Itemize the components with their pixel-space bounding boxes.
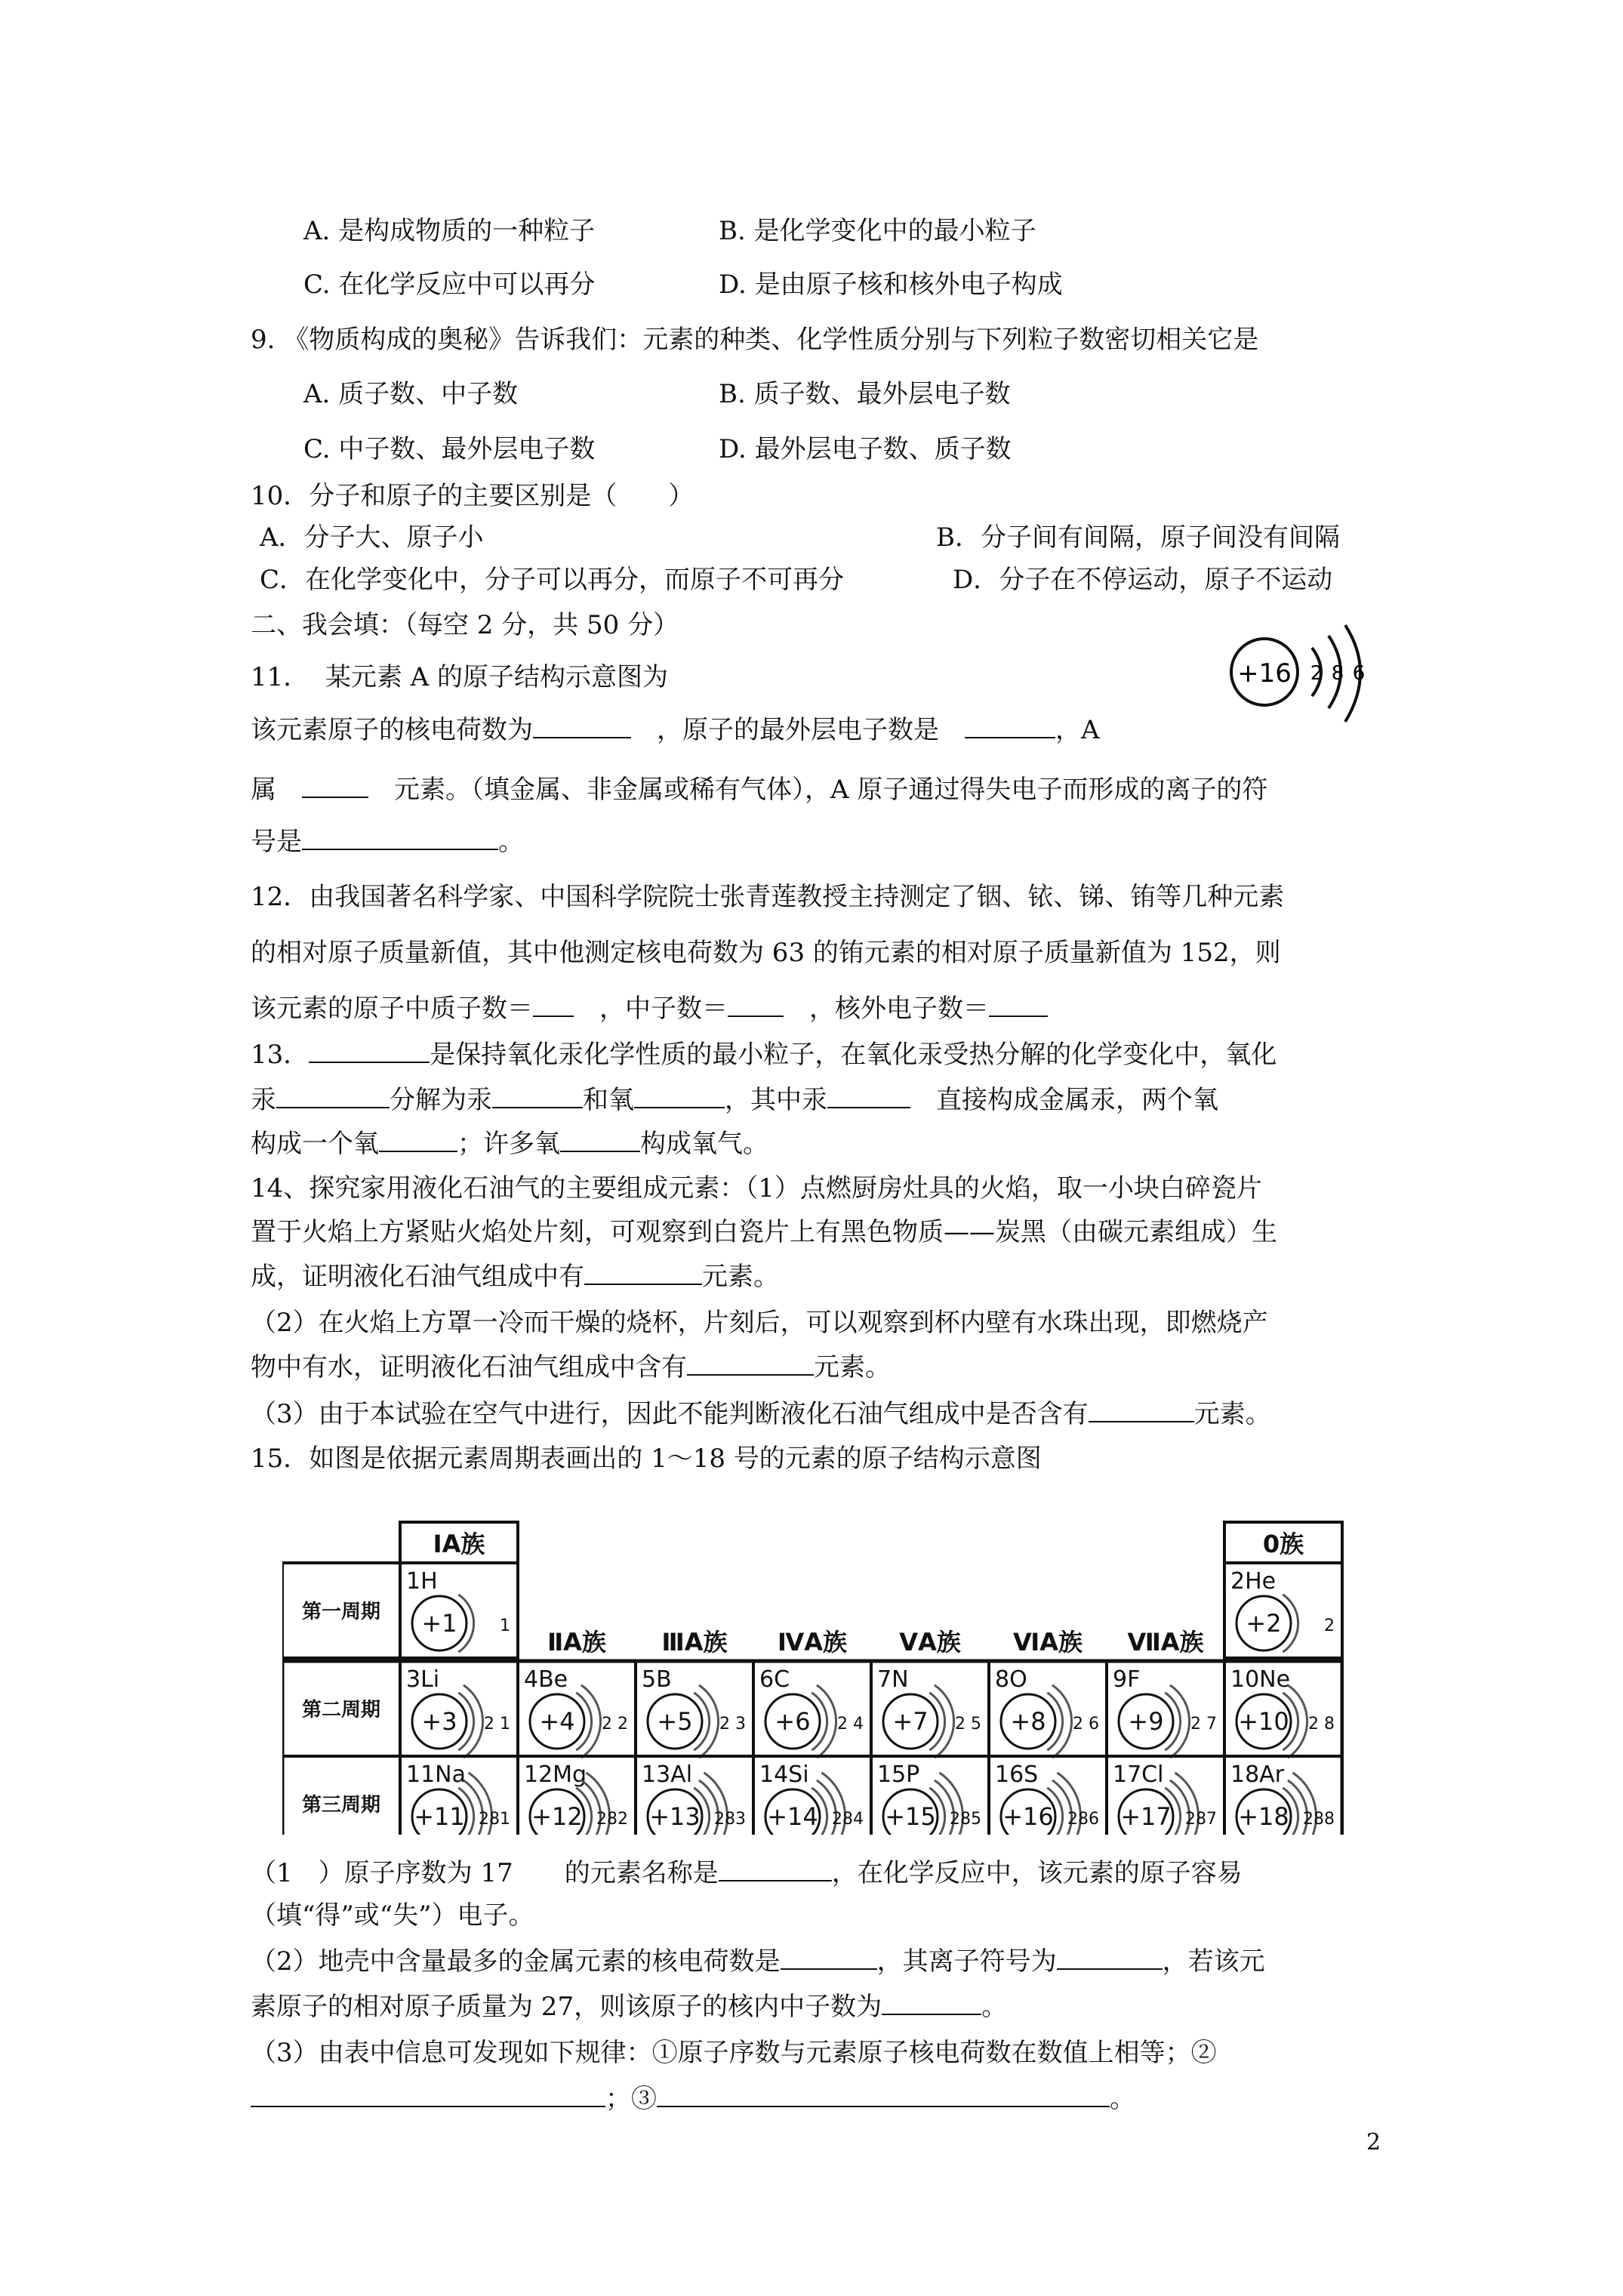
q11-text: ，A (1055, 715, 1100, 745)
electron-shells: 283 (714, 1810, 746, 1829)
q15-part2-line1 (251, 1944, 1265, 1978)
q14-line6 (251, 1397, 1271, 1431)
q14-text: 元素。 (1193, 1399, 1271, 1429)
q14-line5 (251, 1350, 891, 1384)
q13-text: 直接构成金属汞，两个氧 (936, 1085, 1218, 1115)
electron-shells: 282 (596, 1810, 628, 1829)
element-symbol: 5B (642, 1666, 672, 1693)
q13-text: ，其中汞 (725, 1085, 827, 1115)
q11-shell-2: 8 (1331, 662, 1344, 685)
q15-text: （2）地壳中含量最多的金属元素的核电荷数是 (251, 1946, 781, 1977)
nucleus-charge: +8 (1010, 1707, 1046, 1736)
q10-option-a: A．分子大、原子小 (260, 522, 484, 553)
q8-option-d: D. 是由原子核和核外电子构成 (719, 270, 1063, 300)
q9-option-d: D. 最外层电子数、质子数 (719, 434, 1012, 464)
electron-shells: 285 (950, 1810, 981, 1829)
electron-shells: 284 (832, 1810, 864, 1829)
q11-blank-type[interactable] (302, 772, 368, 798)
nucleus-charge: +2 (1246, 1609, 1282, 1638)
q11-shell-3: 6 (1352, 662, 1366, 685)
q15-part2-line2 (251, 1989, 1007, 2023)
nucleus-charge: +5 (657, 1707, 693, 1736)
electron-shells: 288 (1303, 1810, 1335, 1829)
q12-text: ，中子数＝ (599, 994, 728, 1024)
q15-text: 素原子的相对原子质量为 27，则该原子的核内中子数为 (251, 1992, 882, 2022)
electron-shells: 2 8 (1308, 1715, 1335, 1734)
element-symbol: 8O (995, 1666, 1027, 1693)
q14-text: （3）由于本试验在空气中进行，因此不能判断液化石油气组成中是否含有 (251, 1399, 1089, 1429)
q15-text: 。 (1110, 2084, 1135, 2114)
element-symbol: 4Be (524, 1666, 568, 1693)
nucleus-charge: +18 (1238, 1802, 1289, 1831)
q13-text: 汞 (251, 1085, 276, 1115)
q14-line3 (251, 1259, 779, 1293)
q15-text: ；③ (605, 2084, 657, 2114)
q12-line1: 12．由我国著名科学家、中国科学院院士张青莲教授主持测定了铟、铱、锑、铕等几种元素 (251, 882, 1285, 912)
q14-line1: 14、探究家用液化石油气的主要组成元素：（1）点燃厨房灶具的火焰，取一小块白碎瓷片 (251, 1173, 1262, 1203)
group-label: ⅡA族 (547, 1628, 606, 1657)
periodic-table-svg (282, 1502, 1344, 1835)
periodic-table (282, 1502, 1344, 1835)
q15-part3-line1: （3）由表中信息可发现如下规律：①原子序数与元素原子核电荷数在数值上相等；② (251, 2038, 1217, 2068)
element-symbol: 17Cl (1113, 1761, 1164, 1788)
q15-blank-5[interactable] (251, 2082, 605, 2107)
element-symbol: 10Ne (1230, 1666, 1291, 1693)
q11-text: ，原子的最外层电子数是 (657, 715, 939, 745)
element-symbol: 12Mg (524, 1761, 587, 1788)
q11-line3 (251, 772, 1267, 806)
q14-text: 物中有水，证明液化石油气组成中含有 (251, 1352, 687, 1382)
q15-part1-line1 (251, 1856, 1243, 1890)
electron-shells: 2 1 (484, 1715, 510, 1734)
electron-shells: 2 4 (837, 1715, 864, 1734)
q12-blank-protons[interactable] (533, 991, 574, 1017)
q14-text: 成，证明液化石油气组成中有 (251, 1262, 584, 1292)
nucleus-charge: +6 (775, 1707, 811, 1736)
period-label: 第一周期 (301, 1601, 381, 1623)
q15-text: 。 (981, 1992, 1008, 2022)
electron-shells: 2 2 (602, 1715, 628, 1734)
q11-text: 该元素原子的核电荷数为 (251, 715, 533, 745)
q15-text: ，在化学反应中，该元素的原子容易 (831, 1858, 1243, 1888)
q11-line2 (251, 713, 1100, 747)
q15-stem: 15．如图是依据元素周期表画出的 1～18 号的元素的原子结构示意图 (251, 1444, 1042, 1474)
q11-blank-outer[interactable] (965, 713, 1055, 738)
element-symbol: 2He (1230, 1568, 1277, 1595)
q14-line2: 置于火焰上方紧贴火焰处片刻，可观察到白瓷片上有黑色物质——炭黑（由碳元素组成）生 (251, 1217, 1277, 1247)
q13-blank-3[interactable] (492, 1083, 583, 1108)
q9-stem: 9. 《物质构成的奥秘》告诉我们：元素的种类、化学性质分别与下列粒子数密切相关它是 (251, 325, 1259, 355)
nucleus-charge: +17 (1120, 1802, 1172, 1831)
q14-blank-2[interactable] (687, 1350, 814, 1376)
q14-line4: （2）在火焰上方罩一冷而干燥的烧杯，片刻后，可以观察到杯内壁有水珠出现，即燃烧产 (251, 1308, 1268, 1338)
q15-part1-line2: （填“得”或“失”）电子。 (251, 1900, 534, 1931)
nucleus-charge: +16 (1002, 1802, 1054, 1831)
q12-line3 (251, 991, 1048, 1025)
electron-shells: 1 (500, 1616, 510, 1635)
q13-line3 (251, 1126, 768, 1160)
section2-heading: 二、我会填：（每空 2 分，共 50 分） (251, 610, 679, 640)
element-symbol: 14Si (759, 1761, 809, 1788)
electron-shells: 2 7 (1190, 1715, 1217, 1734)
nucleus-charge: +9 (1128, 1707, 1164, 1736)
electron-shells: 281 (479, 1810, 510, 1829)
q13-text: 分解为汞 (390, 1085, 492, 1115)
element-symbol: 1H (406, 1568, 438, 1595)
q8-option-b: B. 是化学变化中的最小粒子 (719, 216, 1036, 246)
q15-blank-3[interactable] (1057, 1944, 1163, 1970)
q11-blank-charge[interactable] (533, 713, 631, 738)
q15-text: ，其离子符号为 (876, 1946, 1057, 1977)
q14-text: 元素。 (702, 1262, 779, 1292)
q13-blank-4[interactable] (634, 1083, 725, 1108)
q12-blank-neutrons[interactable] (728, 991, 784, 1017)
group-label: ⅣA族 (778, 1628, 847, 1657)
element-symbol: 6C (759, 1666, 790, 1693)
q9-option-a: A. 质子数、中子数 (303, 379, 519, 409)
nucleus-charge: +13 (649, 1802, 701, 1831)
q8-option-a: A. 是构成物质的一种粒子 (303, 216, 596, 246)
q13-line2 (251, 1083, 1218, 1117)
electron-shells: 2 3 (719, 1715, 746, 1734)
q15-blank-1[interactable] (719, 1856, 832, 1881)
q11-blank-ion[interactable] (302, 824, 498, 850)
q10-option-b: B．分子间有间隔，原子间没有间隔 (936, 522, 1340, 553)
nucleus-charge: +14 (767, 1802, 818, 1831)
q13-text: 是保持氧化汞化学性质的最小粒子，在氧化汞受热分解的化学变化中，氧化 (430, 1040, 1277, 1070)
electron-shells: 286 (1067, 1810, 1099, 1829)
q14-blank-3[interactable] (1089, 1397, 1194, 1422)
q11-text: 元素。（填金属、非金属或稀有气体），A 原子通过得失电子而形成的离子的符 (394, 775, 1268, 805)
q13-text: 构成一个氧 (251, 1129, 379, 1159)
q12-line2: 的相对原子质量新值，其中他测定核电荷数为 63 的铕元素的相对原子质量新值为 152，则 (251, 938, 1281, 968)
nucleus-charge: +4 (539, 1707, 575, 1736)
q13-text: ；许多氧 (457, 1129, 560, 1159)
q15-blank-6[interactable] (657, 2082, 1110, 2107)
electron-shells: 2 6 (1073, 1715, 1099, 1734)
nucleus-charge: +15 (885, 1802, 936, 1831)
group-label: ⅦA族 (1127, 1628, 1204, 1657)
page-number: 2 (1366, 2129, 1381, 2156)
nucleus-charge: +3 (421, 1707, 457, 1736)
q13-text: 和氧 (583, 1085, 634, 1115)
q12-text: ，核外电子数＝ (809, 994, 989, 1024)
q11-text: 属 (251, 775, 276, 805)
group-label: ⅠA族 (433, 1530, 485, 1558)
q9-option-c: C. 中子数、最外层电子数 (303, 434, 596, 464)
q13-blank-7[interactable] (560, 1126, 640, 1152)
q15-blank-4[interactable] (882, 1989, 981, 2015)
q15-part3-line2 (251, 2082, 1135, 2116)
q11-line1: 11． 某元素 A 的原子结构示意图为 (251, 662, 669, 692)
q11-atom-diagram (1223, 612, 1404, 740)
element-symbol: 3Li (406, 1666, 440, 1693)
group-label: ⅤA族 (899, 1628, 961, 1657)
element-symbol: 11Na (406, 1761, 466, 1788)
electron-shells: 2 (1324, 1616, 1335, 1635)
group-label: 0族 (1262, 1530, 1304, 1558)
element-symbol: 13Al (642, 1761, 693, 1788)
element-symbol: 18Ar (1230, 1761, 1285, 1788)
q15-text: （1 ）原子序数为 17 的元素名称是 (251, 1858, 719, 1888)
q10-option-c: C．在化学变化中，分子可以再分，而原子不可再分 (260, 565, 845, 595)
nucleus-charge: +1 (421, 1609, 457, 1638)
q13-text: 13． (251, 1040, 310, 1070)
electron-shells: 2 5 (955, 1715, 981, 1734)
q10-option-d: D．分子在不停运动，原子不运动 (953, 565, 1333, 595)
q15-text: ，若该元 (1162, 1946, 1265, 1977)
element-symbol: 16S (995, 1761, 1039, 1788)
q15-blank-2[interactable] (781, 1944, 877, 1970)
nucleus-charge: +12 (531, 1802, 583, 1831)
q11-text: 。 (498, 827, 524, 857)
nucleus-charge: +11 (414, 1802, 465, 1831)
q9-option-b: B. 质子数、最外层电子数 (719, 379, 1011, 409)
nucleus-charge: +10 (1238, 1707, 1289, 1736)
q12-blank-electrons[interactable] (989, 991, 1048, 1017)
q14-text: 元素。 (814, 1352, 891, 1382)
q13-line1 (251, 1037, 1277, 1071)
group-label: ⅥA族 (1013, 1628, 1083, 1657)
period-label: 第二周期 (301, 1699, 381, 1721)
q11-line4 (251, 824, 524, 858)
element-symbol: 7N (877, 1666, 909, 1693)
period-label: 第三周期 (301, 1794, 381, 1817)
q13-blank-6[interactable] (379, 1126, 457, 1152)
q13-blank-5[interactable] (827, 1083, 910, 1108)
element-symbol: 9F (1113, 1666, 1141, 1693)
group-label: ⅢA族 (661, 1628, 728, 1657)
q14-blank-1[interactable] (584, 1259, 702, 1285)
q11-nucleus-label: +16 (1237, 658, 1292, 689)
q13-text: 构成氧气。 (640, 1129, 768, 1159)
q10-stem: 10．分子和原子的主要区别是（ ） (251, 481, 694, 511)
q13-blank-1[interactable] (309, 1037, 430, 1063)
nucleus-charge: +7 (892, 1707, 929, 1736)
q12-text: 该元素的原子中质子数＝ (251, 994, 533, 1024)
electron-shells: 287 (1185, 1810, 1217, 1829)
q11-text: 号是 (251, 827, 302, 857)
q11-shell-1: 2 (1310, 662, 1323, 685)
q8-option-c: C. 在化学反应中可以再分 (303, 270, 596, 300)
element-symbol: 15P (877, 1761, 920, 1788)
q13-blank-2[interactable] (276, 1083, 390, 1108)
